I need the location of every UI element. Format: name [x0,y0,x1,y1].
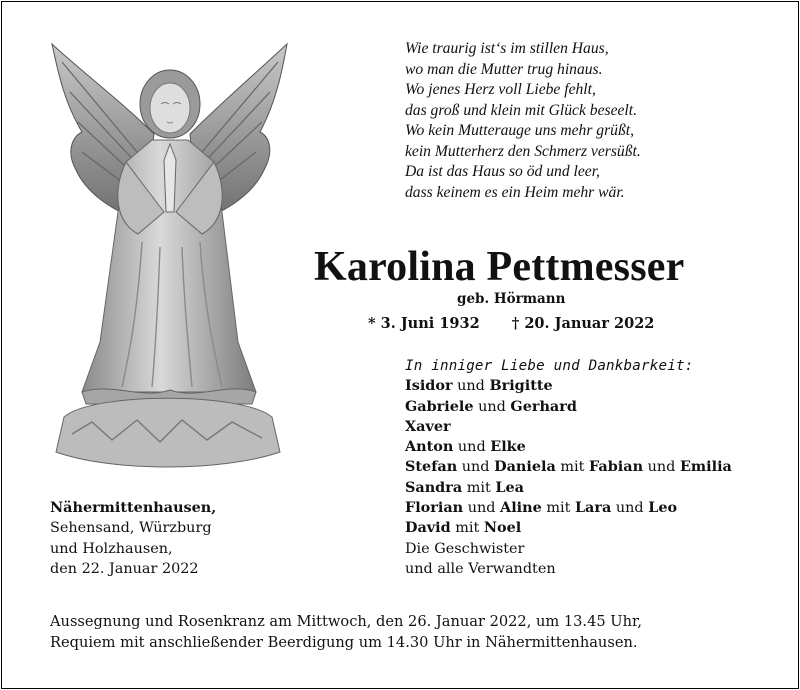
mourner-connector: und [453,439,491,456]
mourner-row [405,457,795,477]
mourner-row [405,539,795,559]
mourners-list [405,356,795,579]
poem-line: wo man die Mutter trug hinaus. [405,60,603,78]
mourner-name: Brigitte [489,377,553,395]
mourner-name: David [405,519,451,537]
place-line: Sehensand, Würzburg [50,520,212,537]
mourner-name: Sandra [405,478,463,496]
mourner-name: Fabian [588,458,644,476]
place-line: den 22. Januar 2022 [50,560,199,577]
mourner-connector: mit [555,459,589,476]
mourners-intro: In inniger Liebe und Dankbarkeit: [405,358,694,374]
mourner-connector: und [611,500,649,517]
poem-line: das groß und klein mit Glück beseelt. [405,101,637,119]
poem-line: Wo kein Mutterauge uns mehr grüßt, [405,122,634,139]
mourner-connector: mit [462,479,496,496]
mourner-name: Lea [495,478,524,496]
mourner-connector: und [473,398,511,415]
mourner-name: Gerhard [510,397,577,415]
mourner-connector: und alle Verwandten [405,560,556,577]
poem-line: Wie traurig ist‘s im stillen Haus, [405,40,609,57]
mourner-name: Emilia [679,458,732,476]
place-line: Nähermittenhausen, [50,499,217,516]
mourner-row [405,417,795,437]
mourner-row [405,498,795,518]
poem-line: Wo jenes Herz voll Liebe fehlt, [405,81,596,98]
birth-date: * 3. Juni 1932 [368,315,480,332]
mourner-row [405,518,795,538]
notice-line: Requiem mit anschließender Beerdigung um 14.30 Uhr in Nähermittenhausen. [50,633,638,651]
mourner-row [405,397,795,417]
notice-line: Aussegnung und Rosenkranz am Mittwoch, den 26. Januar 2022, um 13.45 Uhr, [50,613,642,630]
life-dates [368,315,654,332]
mourner-name: Isidor [405,377,453,395]
mourner-name: Gabriele [405,397,474,415]
place-and-date [50,498,300,579]
mourner-connector: und [452,378,490,395]
maiden-name: geb. Hörmann [457,291,566,307]
mourner-row [405,559,795,579]
obituary-notice [1,1,799,689]
mourner-name: Noel [483,519,522,537]
mourner-name: Lara [574,499,612,517]
mourner-name: Elke [490,438,526,456]
praying-angel-statue-icon [42,42,292,482]
mourner-row [405,478,795,498]
mourner-connector: und [643,459,680,476]
mourners-rows [405,376,795,579]
place-line: und Holzhausen, [50,540,173,557]
mourner-connector: und [463,500,501,517]
mourner-connector: und [457,459,495,476]
deceased-name: Karolina Pettmesser [314,244,685,290]
mourner-row [405,437,795,457]
mourner-connector: mit [450,520,484,537]
mourner-name: Anton [405,438,454,456]
mourner-name: Florian [405,499,464,517]
mourner-name: Leo [648,499,678,517]
poem-line: kein Mutterherz den Schmerz versüßt. [405,142,641,160]
mourner-connector: mit [541,500,575,517]
poem-line: Da ist das Haus so öd und leer, [405,163,600,180]
poem [405,39,765,203]
mourner-name: Stefan [405,458,458,476]
mourner-name: Aline [500,499,542,517]
poem-line: dass keinem es ein Heim mehr wär. [405,183,625,201]
death-date: † 20. Januar 2022 [511,315,655,332]
mourner-name: Daniela [494,458,556,476]
funeral-notice [50,612,770,653]
mourner-row [405,376,795,396]
mourner-name: Xaver [405,417,451,435]
mourner-connector: Die Geschwister [405,540,525,557]
